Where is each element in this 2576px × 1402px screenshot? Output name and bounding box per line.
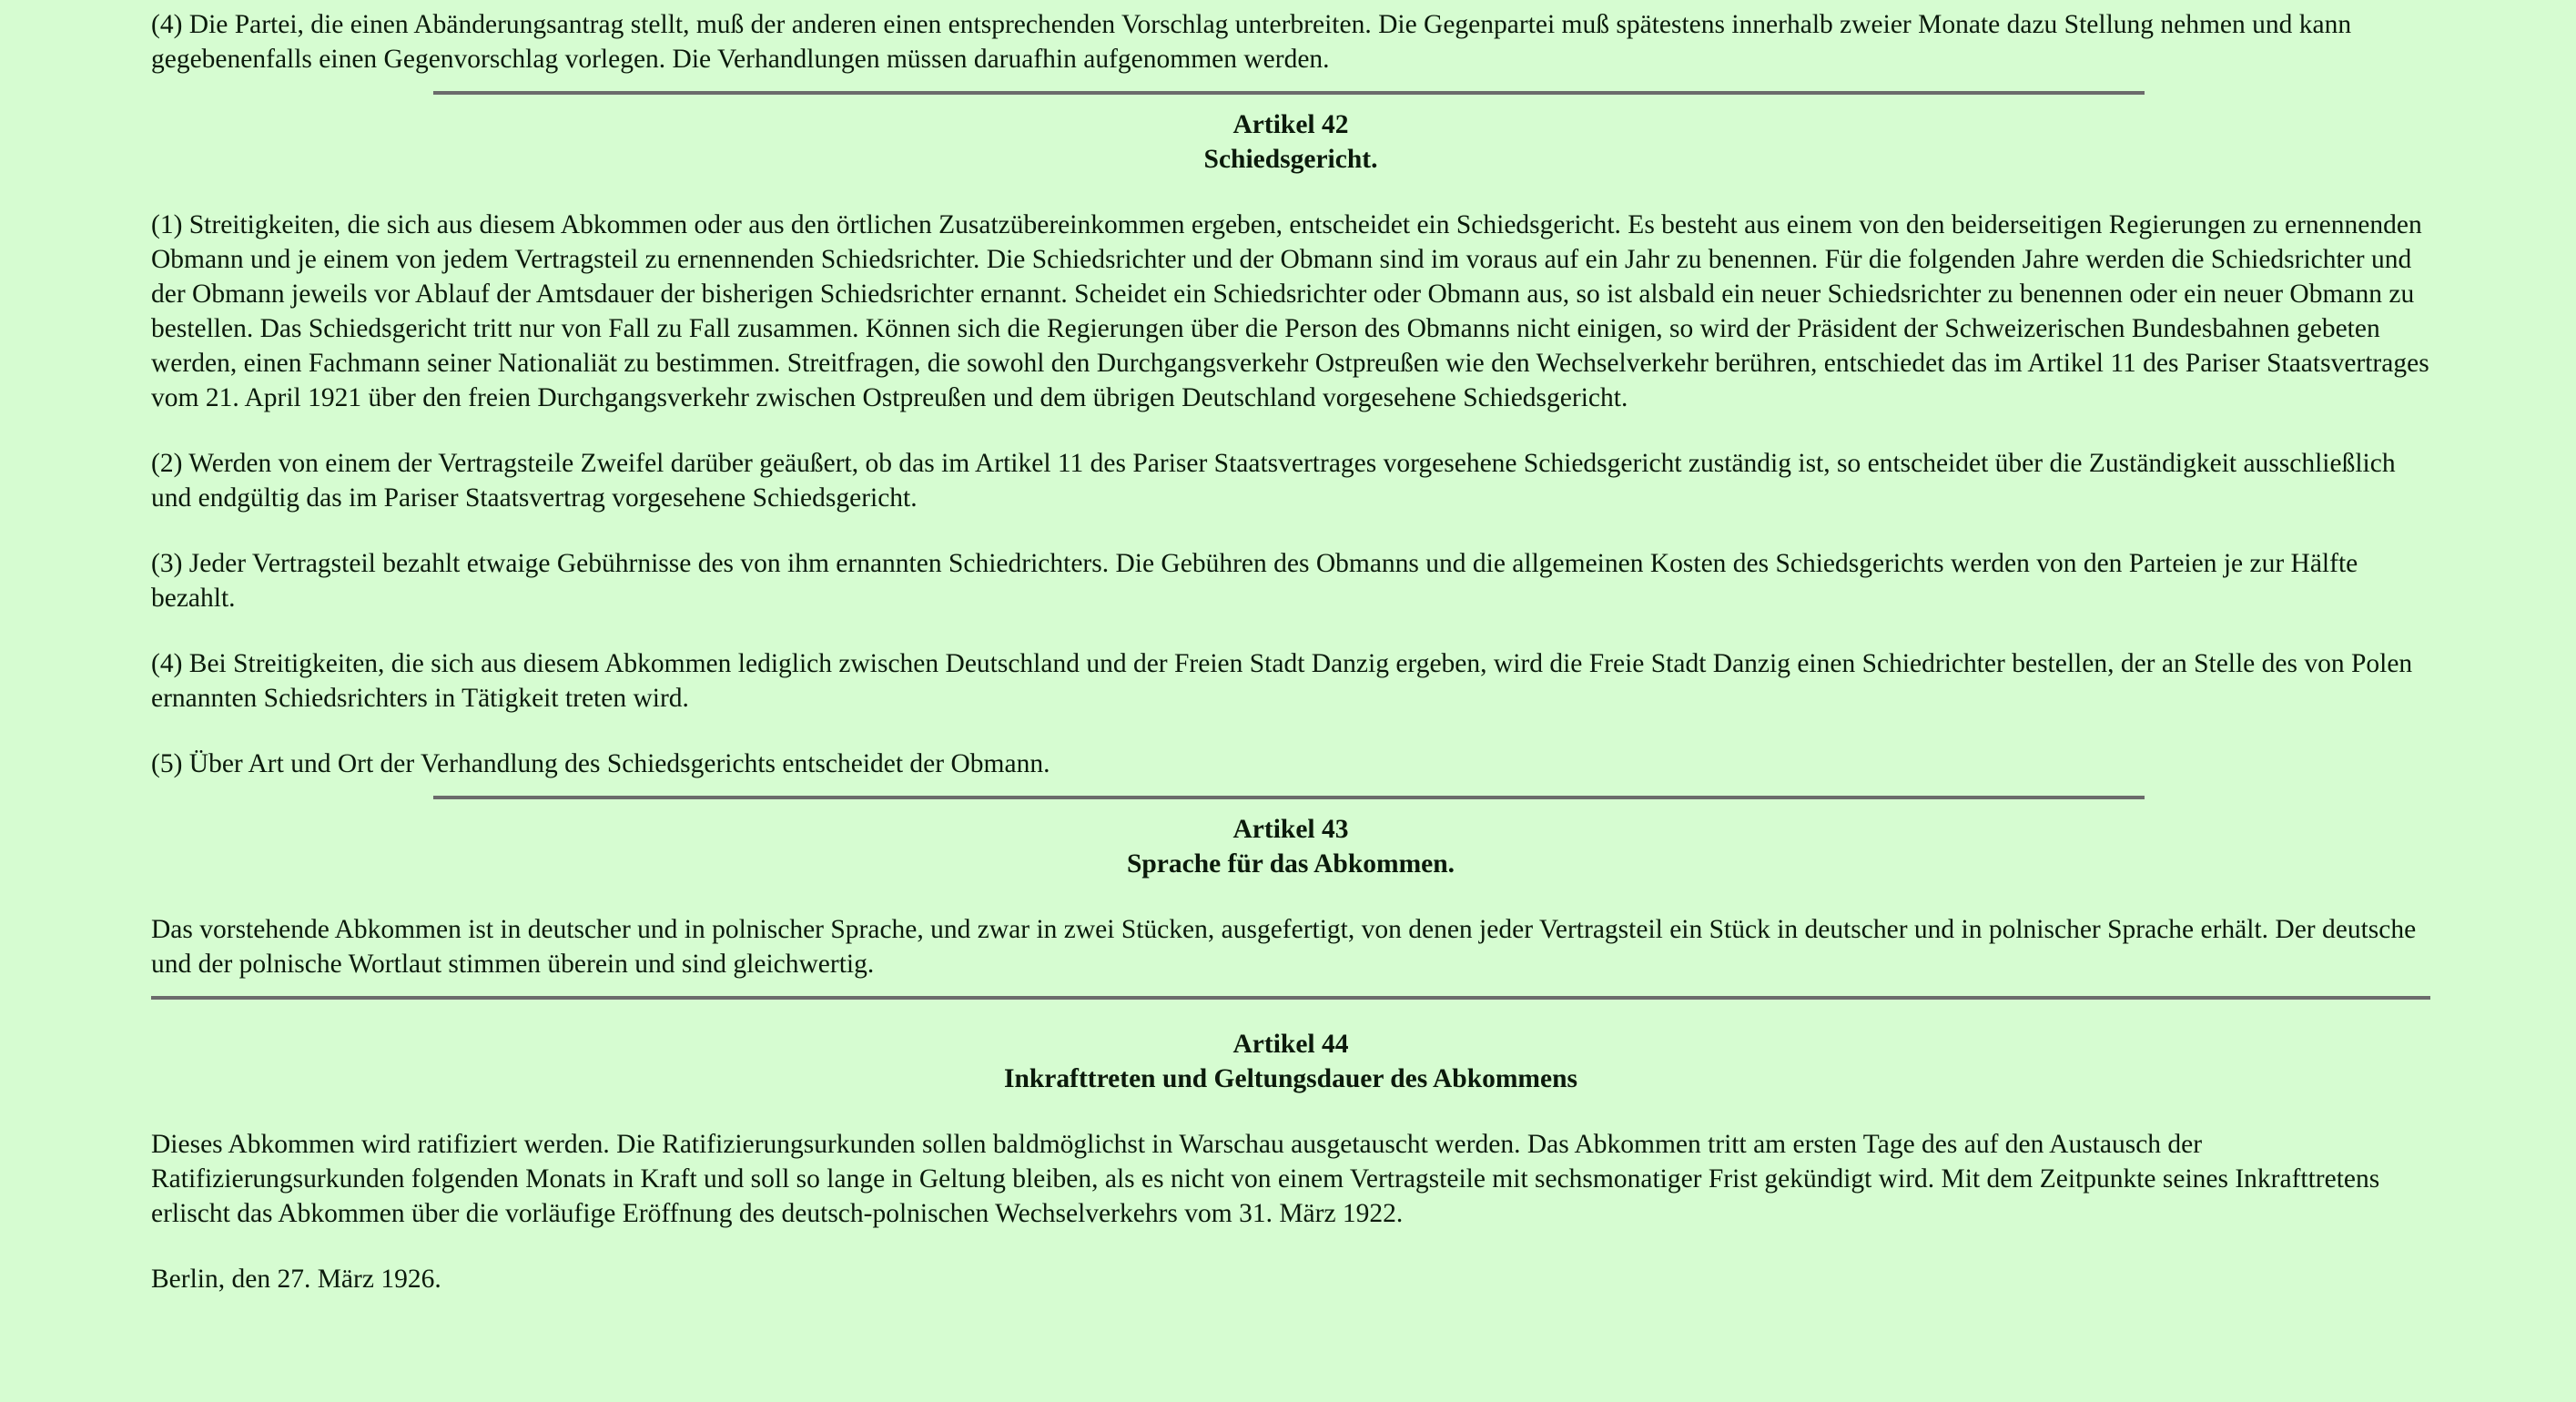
- article-43-title: Sprache für das Abkommen.: [1126, 849, 1455, 879]
- article-42-number: Artikel 42: [1232, 110, 1349, 139]
- article-42-title: Schiedsgericht.: [1203, 145, 1378, 174]
- article-42-paragraph-2: (2) Werden von einem der Vertragsteile Zweifel darüber geäußert, ob das im Artikel 11 des Pariser Staatsvertrages vorgesehene Schiedsgericht zuständig ist, so entscheidet über die Zuständigkeit ausschließlich und endgültig das im Pariser Staatsvertrag vorgesehene Schiedsgericht.: [151, 449, 2396, 513]
- section-divider-full: [151, 996, 2430, 1000]
- article-43-number: Artikel 43: [1232, 815, 1349, 844]
- article-43-heading: [151, 812, 2430, 881]
- article-44-title: Inkrafttreten und Geltungsdauer des Abkommens: [1004, 1064, 1577, 1093]
- article-42-paragraph-4: (4) Bei Streitigkeiten, die sich aus diesem Abkommen lediglich zwischen Deutschland und der Freien Stadt Danzig ergeben, wird die Freie Stadt Danzig einen Schiedrichter bestellen, der an Stelle des von Polen ernannten Schiedsrichters in Tätigkeit treten wird.: [151, 649, 2413, 713]
- article-44-heading: [151, 1027, 2430, 1096]
- article-42-heading: [151, 107, 2430, 177]
- section-divider: [433, 796, 2145, 799]
- document-content: [151, 7, 2430, 1327]
- article-42-paragraph-3: (3) Jeder Vertragsteil bezahlt etwaige Gebührnisse des von ihm ernannten Schiedrichters. Die Gebühren des Obmanns und die allgemeinen Kosten des Schiedsgerichts werden von den Parteien je zur Hälfte bezahlt.: [151, 549, 2358, 613]
- section-divider: [433, 91, 2145, 95]
- article-44-paragraph-1: Dieses Abkommen wird ratifiziert werden. Die Ratifizierungsurkunden sollen baldmöglichst in Warschau ausgetauscht werden. Das Abkommen tritt am ersten Tage des auf den Austausch der Ratifizierungsurkunden folgenden Monats in Kraft und soll so lange in Geltung bleiben, als es nicht von einem Vertragsteile mit sechsmonatiger Frist gekündigt wird. Mit dem Zeitpunkte seines Inkrafttretens erlischt das Abkommen über die vorläufige Eröffnung des deutsch-polnischen Wechselverkehrs vom 31. März 1922.: [151, 1130, 2380, 1228]
- article-42-paragraph-5: (5) Über Art und Ort der Verhandlung des Schiedsgerichts entscheidet der Obmann.: [151, 749, 1050, 778]
- article-42-paragraph-1: (1) Streitigkeiten, die sich aus diesem Abkommen oder aus den örtlichen Zusatzübereinkommen ergeben, entscheidet ein Schiedsgericht. Es besteht aus einem von den beiderseitigen Regierungen zu ernennenden Obmann und je einem von jedem Vertragsteil zu ernennenden Schiedsrichter. Die Schiedsrichter und der Obmann sind im voraus auf ein Jahr zu benennen. Für die folgenden Jahre werden die Schiedsrichter und der Obmann jeweils vor Ablauf der Amtsdauer der bisherigen Schiedsrichter ernannt. Scheidet ein Schiedsrichter oder Obmann aus, so ist alsbald ein neuer Schiedsrichter zu benennen oder ein neuer Obmann zu bestellen. Das Schiedsgericht tritt nur von Fall zu Fall zusammen. Können sich die Regierungen über die Person des Obmanns nicht einigen, so wird der Präsident der Schweizerischen Bundesbahnen gebeten werden, einen Fachmann seiner Nationaliät zu bestimmen. Streitfragen, die sowohl den Durchgangsverkehr Ostpreußen wie den Wechselverkehr berühren, entschiedet das im Artikel 11 des Pariser Staatsvertrages vom 21. April 1921 über den freien Durchgangsverkehr zwischen Ostpreußen und dem übrigen Deutschland vorgesehene Schiedsgericht.: [151, 210, 2429, 412]
- article-44-number: Artikel 44: [1232, 1030, 1349, 1059]
- signature-date-line: Berlin, den 27. März 1926.: [151, 1265, 441, 1294]
- intro-paragraph: (4) Die Partei, die einen Abänderungsantrag stellt, muß der anderen einen entsprechenden Vorschlag unterbreiten. Die Gegenpartei muß spätestens innerhalb zweier Monate dazu Stellung nehmen und kann gegebenenfalls einen Gegenvorschlag vorlegen. Die Verhandlungen müssen daruafhin aufgenommen werden.: [151, 10, 2352, 74]
- article-43-paragraph-1: Das vorstehende Abkommen ist in deutscher und in polnischer Sprache, und zwar in zwei Stücken, ausgefertigt, von denen jeder Vertragsteil ein Stück in deutscher und in polnischer Sprache erhält. Der deutsche und der polnische Wortlaut stimmen überein und sind gleichwertig.: [151, 915, 2417, 979]
